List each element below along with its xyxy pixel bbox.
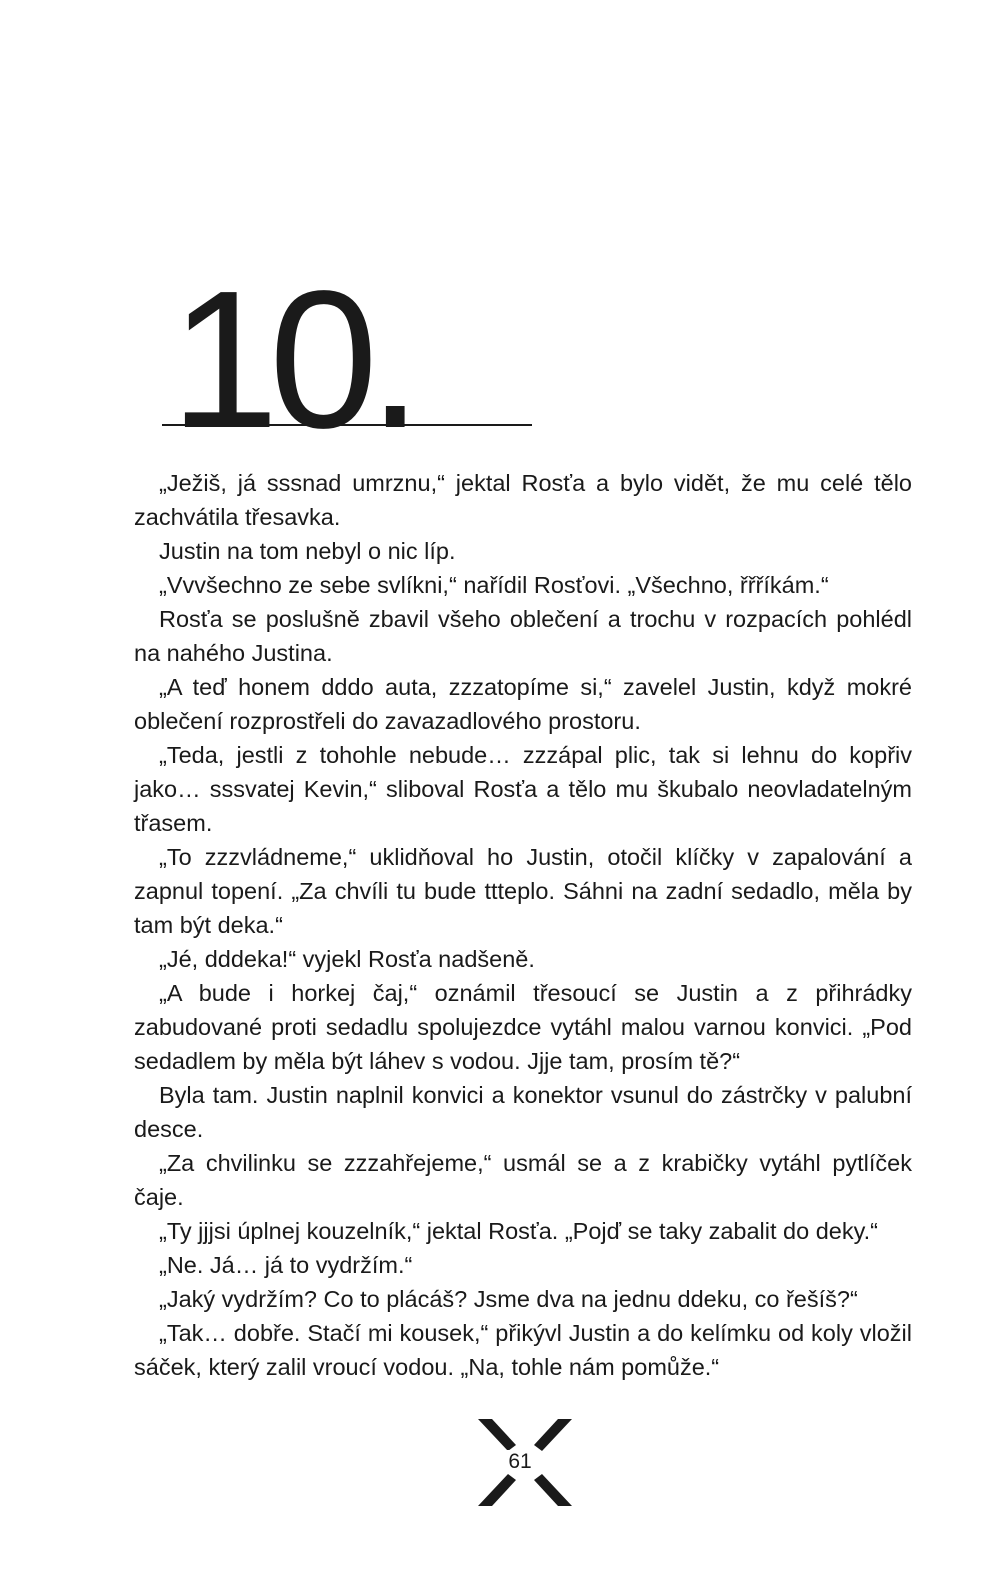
body-text: [134, 466, 912, 1384]
paragraph: „A teď honem dddo auta, zzzatopíme si,“ zavelel Justin, když mokré oblečení rozprostřeli do zavazadlového prostoru.: [134, 674, 912, 734]
paragraph: „To zzzvládneme,“ uklidňoval ho Justin, otočil klíčky v zapalování a zapnul topení. „Za chvíli tu bude ttteplo. Sáhni na zadní sedadlo, měla by tam být deka.“: [134, 844, 912, 938]
page-number: 61: [500, 1450, 540, 1474]
paragraph: „A bude i horkej čaj,“ oznámil třesoucí se Justin a z přihrádky zabudované proti sedadlu spolujezdce vytáhl malou varnou konvici. „Pod sedadlem by měla být láhev s vodou. Jjje tam, prosím tě?“: [134, 980, 912, 1074]
page-footer: [470, 1415, 580, 1510]
paragraph: „Ty jjjsi úplnej kouzelník,“ jektal Rosťa. „Pojď se taky zabalit do deky.“: [159, 1218, 878, 1244]
paragraph: „Ne. Já… já to vydržím.“: [159, 1252, 413, 1278]
paragraph: „Za chvilinku se zzzahřejeme,“ usmál se a z krabičky vytáhl pytlíček čaje.: [134, 1150, 912, 1210]
paragraph: „Teda, jestli z tohohle nebude… zzzápal plic, tak si lehnu do kopřiv jako… sssvatej Kevin,“ sliboval Rosťa a tělo mu škubalo neovladatelným třasem.: [134, 742, 912, 836]
paragraph: „Jé, dddeka!“ vyjekl Rosťa nadšeně.: [159, 946, 535, 972]
chapter-rule: [162, 424, 532, 426]
paragraph: Justin na tom nebyl o nic líp.: [159, 538, 456, 564]
paragraph: „Tak… dobře. Stačí mi kousek,“ přikývl Justin a do kelímku od koly vložil sáček, který zalil vroucí vodou. „Na, tohle nám pomůže.“: [134, 1320, 912, 1380]
chapter-number: 10.: [170, 250, 413, 469]
paragraph: Byla tam. Justin naplnil konvici a konektor vsunul do zástrčky v palubní desce.: [134, 1082, 912, 1142]
paragraph: Rosťa se poslušně zbavil všeho oblečení a trochu v rozpacích pohlédl na nahého Justina.: [134, 606, 912, 666]
paragraph: „Vvvšechno ze sebe svlíkni,“ nařídil Rosťovi. „Všechno, řřříkám.“: [159, 572, 829, 598]
paragraph: „Jaký vydržím? Co to plácáš? Jsme dva na jednu ddeku, co řešíš?“: [159, 1286, 858, 1312]
paragraph: „Ježiš, já sssnad umrznu,“ jektal Rosťa a bylo vidět, že mu celé tělo zachvátila třesavka.: [134, 470, 912, 530]
